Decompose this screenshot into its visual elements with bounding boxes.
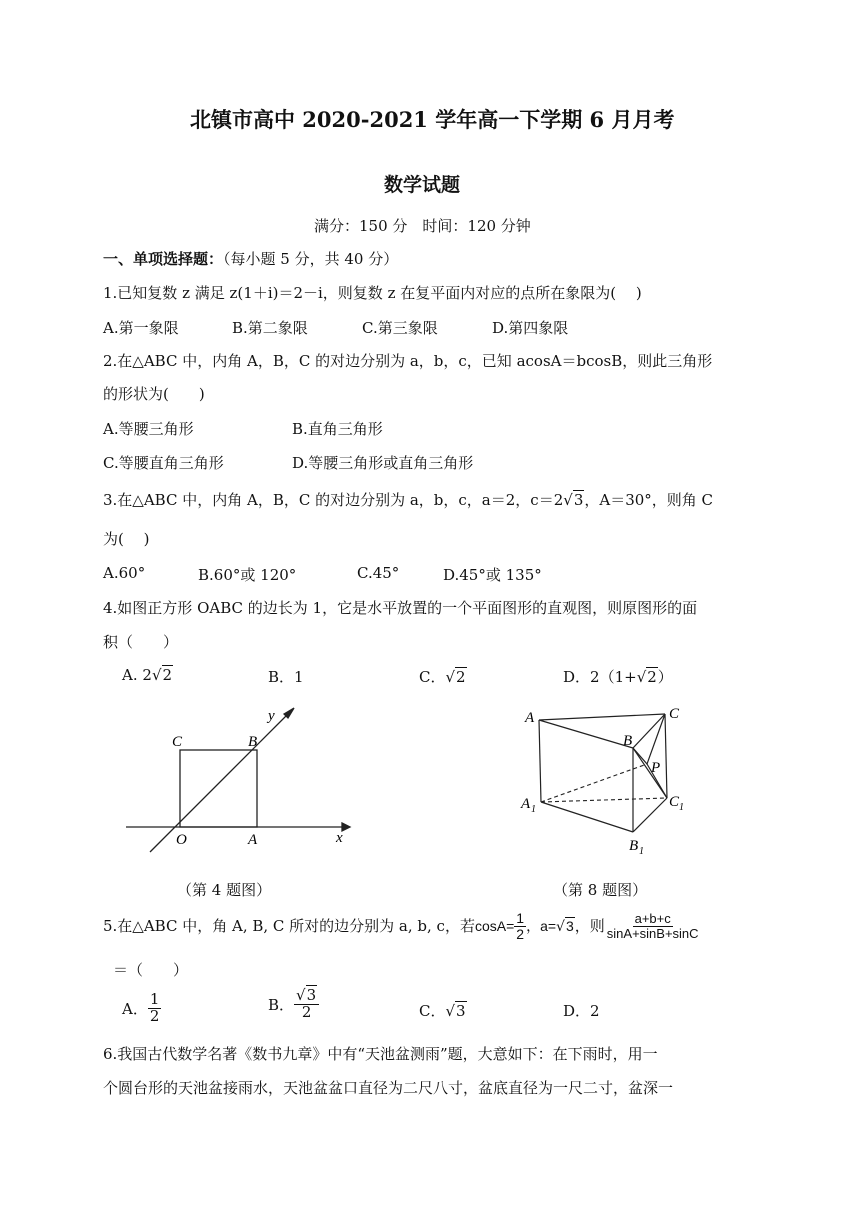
q3-sqrt-arg: 3	[573, 491, 584, 509]
q5-option-b-frac	[294, 988, 319, 1021]
q4-option-b: B．1	[268, 668, 304, 686]
q2-stem-line1: 2.在△ABC 中，内角 A，B，C 的对边分别为 a，b，c，已知 acosA＝bcosB，则此三角形	[103, 352, 713, 370]
figure-8	[515, 700, 695, 860]
q4-option-d-arg: 2	[647, 668, 657, 686]
q5-cos-den: 2	[516, 925, 525, 942]
q4-stem-line1: 4.如图正方形 OABC 的边长为 1，它是水平放置的一个平面图形的直观图，则原图形的面	[103, 599, 698, 617]
q4-option-d-pre: D．2（1+	[563, 668, 637, 686]
fig4-label-b: B	[248, 734, 258, 750]
q5-cos-num: 1	[516, 910, 525, 926]
q1-option-b: B.第二象限	[232, 319, 308, 337]
fig4-label-y: y	[268, 708, 275, 724]
fig4-caption: （第 4 题图）	[177, 881, 272, 899]
fig8-label-c: C	[669, 706, 680, 722]
fig8-label-a: A	[525, 710, 535, 726]
q5-cos-frac	[514, 911, 526, 941]
fig8-sub-c1: 1	[679, 802, 684, 813]
q4-option-c	[419, 666, 467, 687]
exam-title: 北镇市高中 2020-2021 学年高一下学期 6 月月考	[190, 107, 675, 132]
q5-option-a-frac	[148, 992, 162, 1025]
q3-sqrt: √3	[563, 491, 584, 509]
section-note: （每小题 5 分，共 40 分）	[223, 250, 399, 268]
section-title: 一、单项选择题：	[103, 250, 224, 268]
q2-option-c: C.等腰直角三角形	[103, 454, 224, 472]
q3-option-b: B.60°或 120°	[198, 566, 297, 584]
fig4-square	[180, 750, 257, 827]
section-heading	[103, 248, 398, 269]
fig8-label-p: P	[651, 760, 661, 776]
fig4-label-x: x	[336, 830, 343, 846]
q5-ratio-num: a+b+c	[634, 911, 671, 927]
q4-option-a	[122, 666, 173, 684]
q1-stem: 1.已知复数 z 满足 z(1＋i)＝2－i，则复数 z 在复平面内对应的点所在象限为( )	[103, 284, 642, 302]
q4-option-c-arg: 2	[456, 668, 466, 686]
q5-a-arg: 3	[565, 917, 574, 934]
q5-option-a-num: 1	[149, 990, 160, 1008]
exam-subtitle: 数学试题	[384, 174, 461, 196]
q2-option-b: B.直角三角形	[292, 420, 383, 438]
q6-stem-line1: 6.我国古代数学名著《数书九章》中有“天池盆测雨”题，大意如下：在下雨时，用一	[103, 1045, 658, 1063]
q2-option-d: D.等腰三角形或直角三角形	[292, 454, 474, 472]
fig8-caption: （第 8 题图）	[553, 881, 648, 899]
fig8-label-a1: A	[521, 796, 531, 812]
q4-option-c-sqrt: √2	[445, 668, 466, 686]
q4-option-a-arg: 2	[162, 666, 173, 684]
q4-option-d-sqrt: √2	[636, 668, 657, 686]
q5-a-label: ，a=	[526, 918, 557, 935]
fig4-x-arrow	[342, 823, 350, 831]
q5-option-b-den: 2	[301, 1002, 312, 1021]
q3-option-c: C.45°	[357, 564, 400, 582]
fig4-label-o: O	[176, 832, 187, 848]
fig4-y-axis	[150, 712, 290, 852]
q3-option-d: D.45°或 135°	[443, 566, 542, 584]
q3-stem-b: ，A＝30°，则角 C	[584, 491, 714, 509]
q3-stem-line1	[103, 490, 713, 510]
q4-option-a-label: A.	[122, 666, 138, 684]
fig8-sub-b1: 1	[639, 846, 644, 857]
q2-stem-line2: 的形状为( )	[103, 385, 205, 403]
q2-option-a: A.等腰三角形	[103, 420, 194, 438]
q5-option-b	[268, 988, 319, 1021]
q1-option-a: A.第一象限	[103, 319, 179, 337]
q5-option-b-label: B．	[268, 995, 295, 1014]
q4-option-d	[563, 666, 673, 687]
q5-option-a-label: A．	[122, 999, 148, 1018]
q5-option-d: D．2	[563, 1002, 600, 1020]
q4-option-c-label: C．	[419, 668, 446, 686]
q3-stem-a: 3.在△ABC 中，内角 A，B，C 的对边分别为 a，b，c，a＝2，c＝2	[103, 491, 564, 509]
q5-option-c-sqrt: √3	[445, 1002, 466, 1020]
q5-option-c-arg: 3	[456, 1002, 466, 1020]
q5-stem-line2: ＝（ ）	[113, 961, 189, 979]
q5-option-c	[419, 1000, 467, 1021]
q4-stem-line2: 积（ ）	[103, 633, 179, 651]
q5-stem-a: 5.在△ABC 中，角 A, B, C 所对的边分别为 a, b, c，若	[103, 917, 475, 936]
q5-option-b-arg: 3	[306, 986, 317, 1004]
exam-meta: 满分：150 分 时间：120 分钟	[314, 217, 531, 235]
q4-option-d-post: ）	[657, 668, 673, 686]
q3-stem-line2: 为( )	[103, 530, 150, 548]
fig8-label-b: B	[623, 733, 633, 749]
q1-option-d: D.第四象限	[492, 319, 569, 337]
fig8-sub-a1: 1	[531, 804, 536, 815]
q1-option-c: C.第三象限	[362, 319, 438, 337]
q3-option-a: A.60°	[103, 564, 146, 582]
q5-option-a-den: 2	[149, 1006, 160, 1025]
q5-option-b-sqrt: √3	[296, 986, 317, 1004]
figure-4	[120, 700, 360, 860]
q4-option-a-coef: 2	[142, 666, 152, 684]
fig8-label-b1: B	[629, 838, 639, 854]
q4-option-a-sqrt: √2	[151, 666, 173, 684]
fig4-label-a: A	[248, 832, 258, 848]
q5-option-c-label: C．	[419, 1002, 446, 1020]
q5-a-sqrt: √3	[556, 917, 574, 935]
q5-cos-label: cosA=	[474, 918, 515, 935]
q5-stem-line1	[103, 911, 701, 941]
fig4-label-c: C	[172, 734, 183, 750]
fig8-label-c1: C	[669, 794, 680, 810]
q5-then: ，则	[574, 917, 605, 936]
q5-option-a	[122, 992, 161, 1025]
q5-ratio-frac	[605, 912, 701, 940]
q5-ratio-den: sinA+sinB+sinC	[606, 925, 699, 941]
q6-stem-line2: 个圆台形的天池盆接雨水，天池盆盆口直径为二尺八寸，盆底直径为一尺二寸，盆深一	[103, 1079, 674, 1097]
